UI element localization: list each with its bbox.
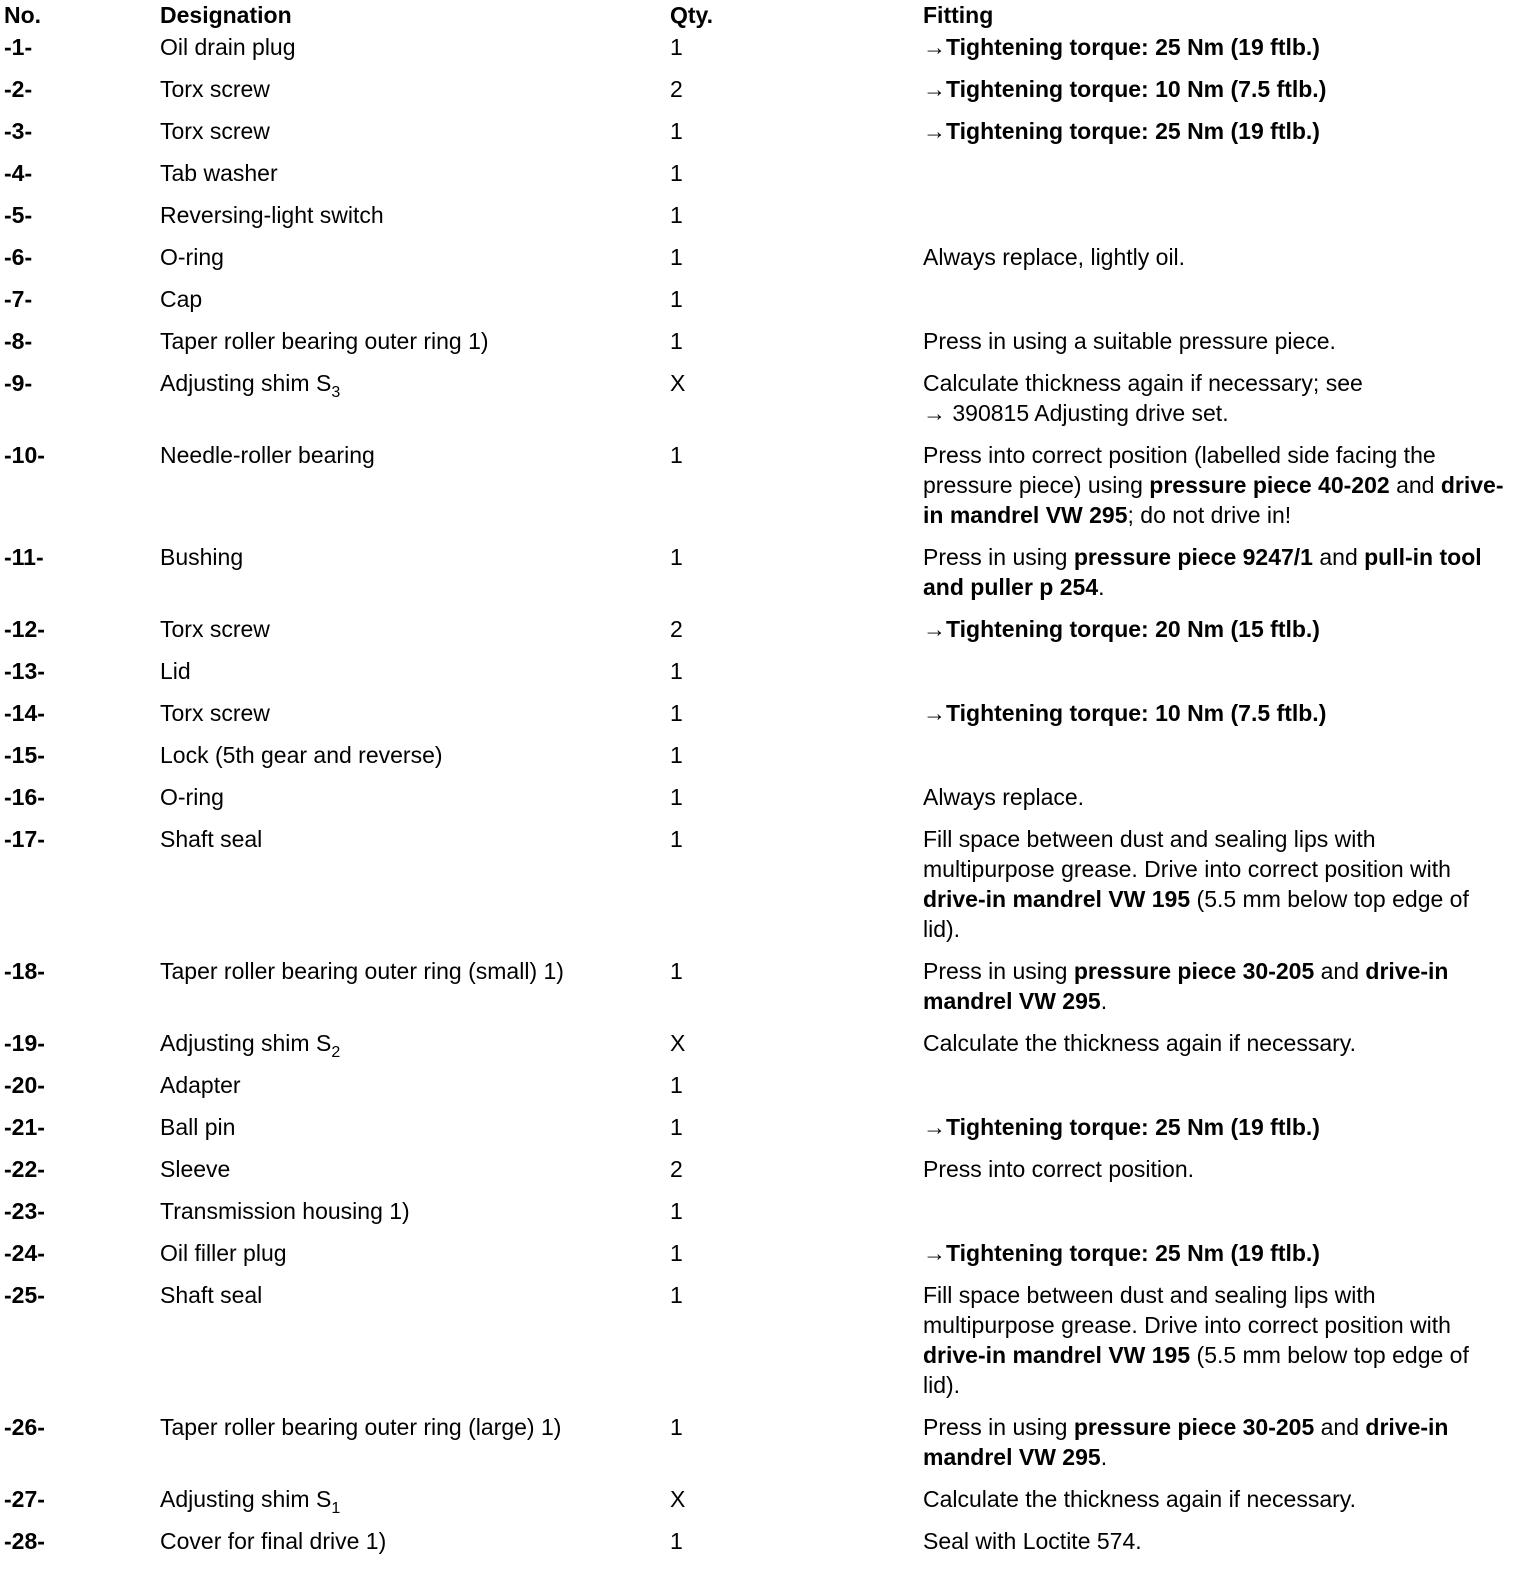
part-number: -18-: [4, 958, 45, 984]
designation-subscript: 3: [331, 384, 341, 401]
table-row: [4, 284, 1504, 326]
fitting-instruction: [923, 1238, 1504, 1280]
part-designation: [160, 242, 670, 284]
part-number: -28-: [4, 1528, 45, 1554]
part-designation: [160, 158, 670, 200]
bold-text: drive-in mandrel VW 295: [923, 958, 1449, 1014]
part-number: -11-: [4, 544, 44, 570]
header-row: [4, 0, 1504, 32]
designation-subscript: 1: [331, 1500, 341, 1517]
arrow-icon: →: [923, 1240, 946, 1266]
part-number: -19-: [4, 1030, 45, 1056]
part-quantity: X: [670, 370, 686, 396]
regular-text: Calculate thickness again if necessary; see: [923, 370, 1363, 396]
fitting-instruction: [923, 368, 1504, 440]
arrow-icon: →: [923, 118, 946, 144]
designation-text: Adjusting shim S: [160, 1486, 332, 1512]
table-row: [4, 1112, 1504, 1154]
table-row: [4, 698, 1504, 740]
fitting-instruction: [923, 1070, 1504, 1112]
table-row: [4, 1526, 1504, 1568]
part-designation: [160, 614, 670, 656]
part-quantity: 1: [670, 826, 683, 852]
part-number: -2-: [4, 76, 33, 102]
fitting-instruction: [923, 1526, 1504, 1568]
table-row: [4, 1028, 1504, 1070]
table-row: [4, 32, 1504, 74]
designation-text: Tab washer: [160, 160, 278, 186]
regular-text: (5.5 mm below top edge of lid).: [923, 886, 1469, 942]
table-row: [4, 368, 1504, 440]
regular-text: and: [1314, 1414, 1366, 1440]
part-quantity: 2: [670, 616, 683, 642]
fitting-instruction: [923, 242, 1504, 284]
designation-text: Lid: [160, 658, 191, 684]
part-designation: [160, 368, 670, 440]
part-number: -12-: [4, 616, 45, 642]
designation-text: Torx screw: [160, 76, 270, 102]
designation-text: Reversing-light switch: [160, 202, 384, 228]
designation-text: Oil filler plug: [160, 1240, 287, 1266]
table-body: [4, 32, 1504, 1568]
regular-text: Press in using: [923, 544, 1074, 570]
regular-text: Press in using a suitable pressure piece.: [923, 328, 1336, 354]
designation-text: Bushing: [160, 544, 244, 570]
bold-text: drive-in mandrel VW 295: [923, 1414, 1449, 1470]
part-quantity: 1: [670, 700, 683, 726]
part-designation: [160, 1280, 670, 1412]
part-number: -22-: [4, 1156, 45, 1182]
designation-text: Taper roller bearing outer ring 1): [160, 328, 489, 354]
part-quantity: 1: [670, 286, 683, 312]
designation-text: Torx screw: [160, 616, 270, 642]
part-quantity: 2: [670, 1156, 683, 1182]
part-designation: [160, 32, 670, 74]
part-number: -25-: [4, 1282, 45, 1308]
part-number: -4-: [4, 160, 33, 186]
regular-text: Calculate the thickness again if necessary.: [923, 1486, 1356, 1512]
regular-text: Always replace.: [923, 784, 1085, 810]
bold-text: pressure piece 30-205: [1073, 958, 1315, 984]
fitting-instruction: [923, 1196, 1504, 1238]
table-header: [4, 0, 1504, 32]
part-quantity: 1: [670, 1414, 683, 1440]
designation-text: Torx screw: [160, 700, 270, 726]
table-row: [4, 614, 1504, 656]
part-quantity: 1: [670, 328, 683, 354]
part-number: -15-: [4, 742, 45, 768]
designation-text: Taper roller bearing outer ring (small) 1): [160, 958, 564, 984]
regular-text: Fill space between dust and sealing lips with multipurpose grease. Drive into correct position with: [923, 1282, 1451, 1338]
fitting-instruction: [923, 1154, 1504, 1196]
designation-text: O-ring: [160, 784, 224, 810]
part-quantity: 1: [670, 958, 683, 984]
table-row: [4, 1196, 1504, 1238]
table-row: [4, 200, 1504, 242]
part-designation: [160, 440, 670, 542]
part-designation: [160, 1526, 670, 1568]
table-row: [4, 1070, 1504, 1112]
fitting-instruction: [923, 614, 1504, 656]
header-designation: Designation: [160, 2, 292, 28]
fitting-instruction: [923, 1280, 1504, 1412]
part-quantity: 1: [670, 544, 683, 570]
designation-text: Shaft seal: [160, 1282, 263, 1308]
part-designation: [160, 1028, 670, 1070]
regular-text: .: [1100, 1444, 1108, 1470]
part-number: -26-: [4, 1414, 45, 1440]
part-number: -5-: [4, 202, 33, 228]
designation-text: Lock (5th gear and reverse): [160, 742, 443, 768]
regular-text: ; do not drive in!: [1127, 502, 1292, 528]
fitting-instruction: [923, 158, 1504, 200]
table-row: [4, 740, 1504, 782]
table-row: [4, 116, 1504, 158]
part-designation: [160, 698, 670, 740]
part-designation: [160, 1412, 670, 1484]
part-number: -23-: [4, 1198, 45, 1224]
part-number: -27-: [4, 1486, 45, 1512]
fitting-instruction: [923, 782, 1504, 824]
bold-text: Tightening torque: 25 Nm (19 ftlb.): [946, 34, 1320, 60]
fitting-instruction: [923, 326, 1504, 368]
arrow-icon: →: [923, 700, 946, 726]
regular-text: and: [1312, 544, 1365, 570]
part-quantity: 1: [670, 34, 683, 60]
part-number: -8-: [4, 328, 33, 354]
designation-text: Shaft seal: [160, 826, 263, 852]
part-number: -10-: [4, 442, 45, 468]
fitting-instruction: [923, 542, 1504, 614]
part-designation: [160, 782, 670, 824]
part-designation: [160, 1484, 670, 1526]
part-quantity: 1: [670, 784, 683, 810]
designation-text: Cap: [160, 286, 203, 312]
bold-text: Tightening torque: 20 Nm (15 ftlb.): [946, 616, 1320, 642]
part-number: -3-: [4, 118, 33, 144]
part-number: -7-: [4, 286, 33, 312]
regular-text: Press into correct position (labelled side facing the pressure piece) using: [923, 442, 1436, 498]
arrow-icon: →: [923, 76, 946, 102]
bold-text: Tightening torque: 25 Nm (19 ftlb.): [946, 1114, 1320, 1140]
table-row: [4, 824, 1504, 956]
fitting-instruction: [923, 1112, 1504, 1154]
part-designation: [160, 656, 670, 698]
parts-table: [4, 0, 1504, 1568]
bold-text: pressure piece 30-205: [1073, 1414, 1315, 1440]
bold-text: pressure piece 9247/1: [1073, 544, 1313, 570]
designation-text: Transmission housing 1): [160, 1198, 410, 1224]
part-quantity: 1: [670, 244, 683, 270]
designation-subscript: 2: [331, 1044, 341, 1061]
designation-text: Oil drain plug: [160, 34, 296, 60]
part-designation: [160, 740, 670, 782]
regular-text: .: [1100, 988, 1108, 1014]
bold-text: drive-in mandrel VW 295: [923, 472, 1504, 528]
regular-text: Seal with Loctite 574.: [923, 1528, 1142, 1554]
part-designation: [160, 1112, 670, 1154]
part-quantity: X: [670, 1030, 686, 1056]
table-row: [4, 1280, 1504, 1412]
regular-text: 390815 Adjusting drive set.: [946, 400, 1229, 426]
part-designation: [160, 116, 670, 158]
part-quantity: 1: [670, 442, 683, 468]
designation-text: O-ring: [160, 244, 224, 270]
bold-text: Tightening torque: 25 Nm (19 ftlb.): [946, 118, 1320, 144]
table-row: [4, 956, 1504, 1028]
bold-text: Tightening torque: 25 Nm (19 ftlb.): [946, 1240, 1320, 1266]
part-designation: [160, 74, 670, 116]
part-designation: [160, 542, 670, 614]
part-designation: [160, 326, 670, 368]
regular-text: .: [1098, 574, 1105, 600]
part-quantity: 1: [670, 160, 683, 186]
fitting-instruction: [923, 1028, 1504, 1070]
table-row: [4, 326, 1504, 368]
fitting-instruction: [923, 740, 1504, 782]
regular-text: and: [1389, 472, 1441, 498]
fitting-instruction: [923, 1412, 1504, 1484]
fitting-instruction: [923, 32, 1504, 74]
part-designation: [160, 956, 670, 1028]
fitting-instruction: [923, 74, 1504, 116]
fitting-instruction: [923, 284, 1504, 326]
fitting-instruction: [923, 116, 1504, 158]
designation-text: Sleeve: [160, 1156, 231, 1182]
bold-text: Tightening torque: 10 Nm (7.5 ftlb.): [946, 700, 1327, 726]
bold-text: drive-in mandrel VW 195: [923, 1342, 1191, 1368]
designation-text: Needle-roller bearing: [160, 442, 375, 468]
designation-text: Adjusting shim S: [160, 1030, 332, 1056]
part-designation: [160, 1238, 670, 1280]
designation-text: Adapter: [160, 1072, 241, 1098]
part-designation: [160, 1070, 670, 1112]
part-quantity: 1: [670, 1282, 683, 1308]
part-quantity: 2: [670, 76, 683, 102]
table-row: [4, 242, 1504, 284]
regular-text: and: [1314, 958, 1366, 984]
table-row: [4, 1484, 1504, 1526]
part-designation: [160, 1196, 670, 1238]
regular-text: Always replace, lightly oil.: [923, 244, 1186, 270]
bold-text: pull-in tool and puller p 254: [923, 544, 1482, 600]
arrow-icon: →: [923, 34, 946, 60]
fitting-instruction: [923, 956, 1504, 1028]
part-quantity: 1: [670, 202, 683, 228]
part-quantity: 1: [670, 1072, 683, 1098]
header-fitting: Fitting: [923, 2, 994, 28]
part-quantity: 1: [670, 658, 683, 684]
part-quantity: 1: [670, 1528, 683, 1554]
bold-text: Tightening torque: 10 Nm (7.5 ftlb.): [946, 76, 1327, 102]
arrow-icon: →: [923, 1114, 946, 1140]
bold-text: pressure piece 40-202: [1149, 472, 1390, 498]
fitting-instruction: [923, 656, 1504, 698]
part-number: -20-: [4, 1072, 45, 1098]
designation-text: Cover for final drive 1): [160, 1528, 387, 1554]
table-row: [4, 1412, 1504, 1484]
header-qty: Qty.: [670, 2, 714, 28]
part-number: -24-: [4, 1240, 45, 1266]
fitting-instruction: [923, 200, 1504, 242]
table-row: [4, 656, 1504, 698]
header-no: No.: [4, 2, 42, 28]
designation-text: Taper roller bearing outer ring (large) 1): [160, 1414, 562, 1440]
regular-text: Calculate the thickness again if necessary.: [923, 1030, 1356, 1056]
fitting-instruction: [923, 1484, 1504, 1526]
part-number: -16-: [4, 784, 45, 810]
designation-text: Ball pin: [160, 1114, 236, 1140]
part-designation: [160, 284, 670, 326]
table-row: [4, 74, 1504, 116]
part-number: -21-: [4, 1114, 45, 1140]
table-row: [4, 782, 1504, 824]
part-quantity: 1: [670, 1240, 683, 1266]
designation-text: Torx screw: [160, 118, 270, 144]
regular-text: Press into correct position.: [923, 1156, 1195, 1182]
table-row: [4, 1238, 1504, 1280]
part-number: -1-: [4, 34, 33, 60]
part-designation: [160, 200, 670, 242]
fitting-instruction: [923, 824, 1504, 956]
table-row: [4, 1154, 1504, 1196]
part-quantity: 1: [670, 1114, 683, 1140]
fitting-instruction: [923, 698, 1504, 740]
regular-text: Press in using: [923, 958, 1074, 984]
designation-text: Adjusting shim S: [160, 370, 332, 396]
part-designation: [160, 1154, 670, 1196]
regular-text: Fill space between dust and sealing lips with multipurpose grease. Drive into correct position with: [923, 826, 1451, 882]
regular-text: Press in using: [923, 1414, 1074, 1440]
part-number: -9-: [4, 370, 33, 396]
part-number: -13-: [4, 658, 45, 684]
regular-text: (5.5 mm below top edge of lid).: [923, 1342, 1469, 1398]
table-row: [4, 542, 1504, 614]
table-row: [4, 440, 1504, 542]
arrow-icon: →: [923, 400, 946, 426]
part-number: -17-: [4, 826, 45, 852]
part-quantity: X: [670, 1486, 686, 1512]
part-quantity: 1: [670, 118, 683, 144]
part-number: -14-: [4, 700, 45, 726]
arrow-icon: →: [923, 616, 946, 642]
fitting-instruction: [923, 440, 1504, 542]
bold-text: drive-in mandrel VW 195: [923, 886, 1191, 912]
part-quantity: 1: [670, 742, 683, 768]
part-number: -6-: [4, 244, 33, 270]
part-quantity: 1: [670, 1198, 683, 1224]
part-designation: [160, 824, 670, 956]
table-row: [4, 158, 1504, 200]
